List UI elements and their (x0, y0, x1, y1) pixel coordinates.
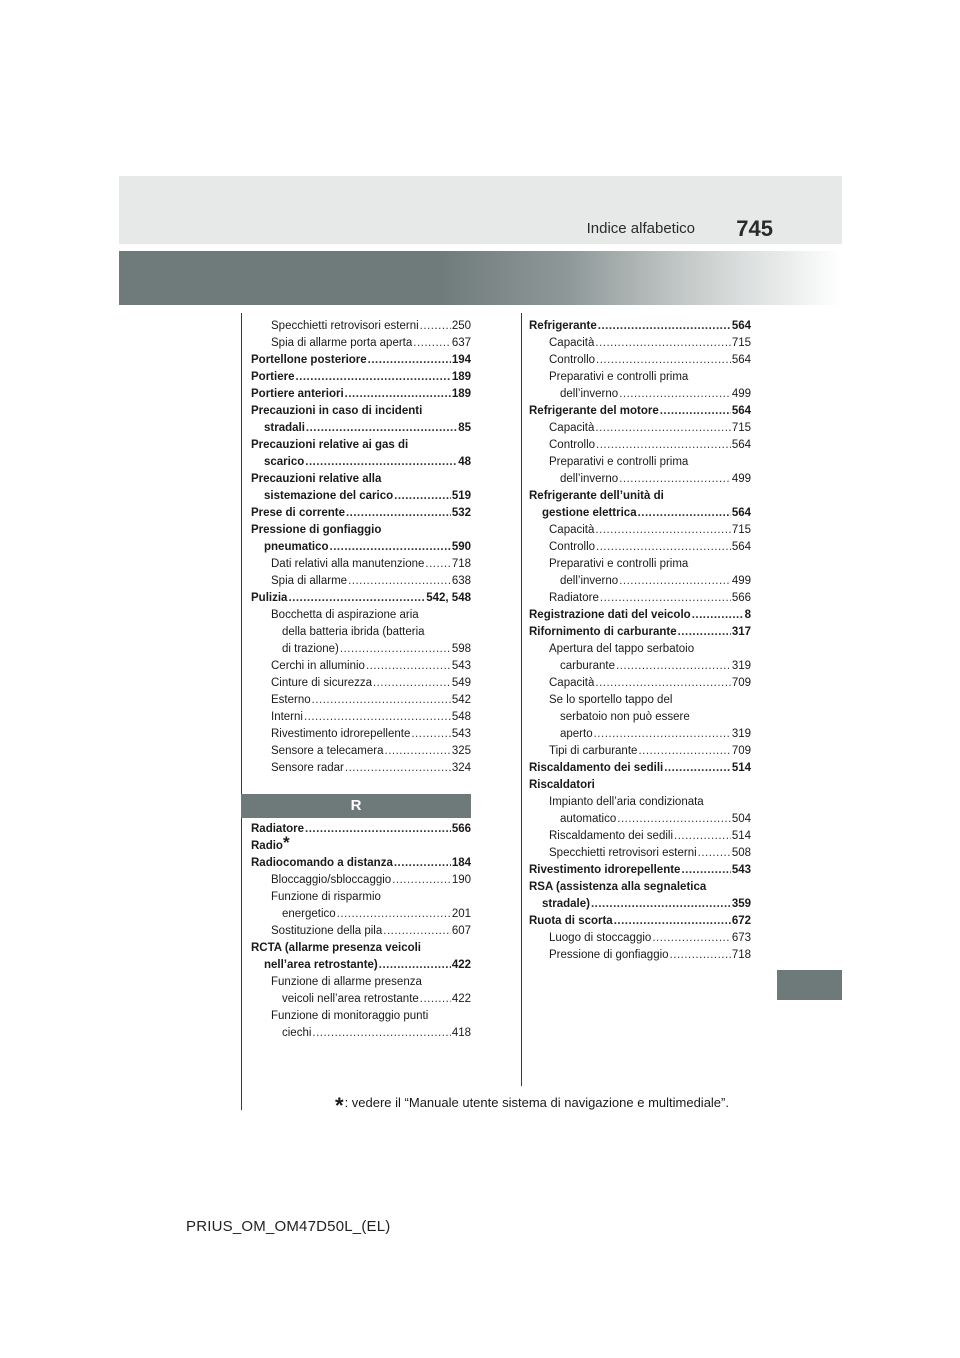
index-entry-term: Pressione di gonfiaggio (549, 949, 669, 961)
index-entry (529, 896, 751, 913)
dot-leader (598, 318, 731, 335)
index-entry-term: Refrigerante del motore (529, 405, 659, 417)
index-entry (251, 743, 471, 760)
index-entry-page: 190 (451, 874, 471, 886)
index-entry-term: Spia di allarme porta aperta (271, 337, 413, 349)
index-entry-term: serbatoio non può essere (560, 711, 690, 723)
dot-leader (595, 420, 730, 437)
dot-leader (692, 607, 744, 624)
dot-leader (312, 692, 451, 709)
index-entry (529, 777, 751, 794)
dot-leader (368, 352, 451, 369)
dot-leader (617, 811, 731, 828)
index-entry (251, 957, 471, 974)
index-entry-page: 543 (451, 728, 471, 740)
dot-leader (337, 906, 451, 923)
index-entry (251, 889, 471, 906)
index-entry (529, 641, 751, 658)
index-entry-page: 566 (451, 823, 471, 835)
index-entry-page: 418 (451, 1027, 471, 1039)
index-entry-term: Rivestimento idrorepellente (529, 864, 681, 876)
index-entry-page: 359 (731, 898, 751, 910)
index-entry-page: 194 (451, 354, 471, 366)
dot-leader (595, 522, 730, 539)
index-entry-page: 504 (731, 813, 751, 825)
index-entry (251, 760, 471, 777)
index-entry-term: Radiatore (251, 823, 305, 835)
index-entry-term: Specchietti retrovisori esterni (549, 847, 697, 859)
index-entry (529, 726, 751, 743)
index-entry-page: 715 (731, 422, 751, 434)
center-column-rule (521, 313, 522, 1086)
index-entry (529, 437, 751, 454)
dot-leader (295, 369, 450, 386)
index-entry-page: 542, 548 (426, 592, 471, 604)
dot-leader (678, 624, 731, 641)
dot-leader (594, 726, 731, 743)
dot-leader (698, 845, 731, 862)
index-entry (529, 335, 751, 352)
index-entry (251, 726, 471, 743)
section-title: Indice alfabetico (586, 220, 695, 237)
index-entry-term: Rifornimento di carburante (529, 626, 677, 638)
dot-leader (619, 386, 731, 403)
index-entry (251, 369, 471, 386)
index-entry-page: 715 (731, 524, 751, 536)
index-entry-term: sistemazione del carico (264, 490, 394, 502)
index-entry-term: aperto (560, 728, 593, 740)
index-entry-page: 508 (731, 847, 751, 859)
letter-heading-r: R (241, 794, 471, 818)
index-entry-page: 250 (451, 320, 471, 332)
footnote (335, 1087, 729, 1118)
index-entry-page: 189 (451, 371, 471, 383)
index-entry (251, 940, 471, 957)
index-entry (251, 488, 471, 505)
index-entry (251, 556, 471, 573)
index-entry-term: Pressione di gonfiaggio (251, 524, 382, 536)
index-entry-page: 319 (731, 728, 751, 740)
index-column-right (529, 318, 751, 964)
index-entry (529, 930, 751, 947)
index-entry (251, 872, 471, 889)
index-entry (529, 505, 751, 522)
index-entry-term: Riscaldatori (529, 779, 595, 791)
chapter-bar (119, 251, 842, 305)
index-entry-page: 564 (731, 541, 751, 553)
index-entry-term: RSA (assistenza alla segnaletica (529, 881, 707, 893)
index-entry-term: Refrigerante dell’unità di (529, 490, 664, 502)
dot-leader (394, 488, 451, 505)
index-entry (529, 760, 751, 777)
dot-leader (596, 352, 731, 369)
dot-leader (305, 821, 451, 838)
index-entry-page: 184 (451, 857, 471, 869)
dot-leader (420, 318, 451, 335)
index-entry (251, 658, 471, 675)
index-entry-term: dell’inverno (560, 473, 619, 485)
index-entry (529, 794, 751, 811)
dot-leader (420, 991, 451, 1008)
index-entry-page: 672 (731, 915, 751, 927)
index-entry-term: Cerchi in alluminio (271, 660, 365, 672)
index-entry (529, 692, 751, 709)
index-entry-term: Apertura del tappo serbatoio (549, 643, 695, 655)
index-entry-page: 564 (731, 439, 751, 451)
index-entry-term: pneumatico (264, 541, 329, 553)
index-entry-page: 564 (731, 405, 751, 417)
index-entry (529, 658, 751, 675)
index-column-left-r (251, 821, 471, 1042)
index-entry-page: 317 (731, 626, 751, 638)
dot-leader (385, 743, 451, 760)
index-entry (251, 991, 471, 1008)
index-entry-term: Preparativi e controlli prima (549, 558, 689, 570)
index-entry-page: 422 (451, 959, 471, 971)
index-entry-page: 598 (451, 643, 471, 655)
index-entry-page: 542 (451, 694, 471, 706)
chapter-tab (777, 970, 842, 1000)
index-entry (529, 845, 751, 862)
index-entry-term: Portellone posteriore (251, 354, 367, 366)
dot-leader (425, 556, 450, 573)
dot-leader (674, 828, 731, 845)
index-entry (529, 862, 751, 879)
dot-leader (379, 957, 451, 974)
index-entry-page: 638 (451, 575, 471, 587)
index-entry-term: Capacità (549, 524, 595, 536)
dot-leader (596, 539, 731, 556)
index-entry (251, 471, 471, 488)
index-entry-term: Radiocomando a distanza (251, 857, 393, 869)
index-entry-term: energetico (282, 908, 336, 920)
index-entry-term: veicoli nell’area retrostante (282, 993, 419, 1005)
index-entry (251, 420, 471, 437)
index-entry-term: Sostituzione della pila (271, 925, 383, 937)
index-entry (251, 335, 471, 352)
index-entry (529, 318, 751, 335)
index-entry (529, 947, 751, 964)
dot-leader (591, 896, 731, 913)
index-entry-term: Rivestimento idrorepellente (271, 728, 411, 740)
index-entry (529, 539, 751, 556)
index-entry (251, 437, 471, 454)
index-entry (251, 590, 471, 607)
index-entry (529, 352, 751, 369)
index-entry-page: 607 (451, 925, 471, 937)
index-column-left (251, 318, 471, 777)
index-entry (251, 923, 471, 940)
index-entry (529, 879, 751, 896)
index-entry-term: nell’area retrostante) (264, 959, 378, 971)
index-entry-term: Controllo (549, 439, 596, 451)
dot-leader (600, 590, 731, 607)
dot-leader (345, 386, 451, 403)
index-entry (251, 386, 471, 403)
dot-leader (614, 913, 731, 930)
index-entry-page: 499 (731, 575, 751, 587)
index-entry-page: 319 (731, 660, 751, 672)
dot-leader (348, 573, 451, 590)
index-entry-page: 48 (458, 456, 471, 468)
dot-leader (660, 403, 731, 420)
index-entry (529, 675, 751, 692)
dot-leader (366, 658, 451, 675)
dot-leader (619, 471, 731, 488)
index-entry-term: Controllo (549, 541, 596, 553)
index-entry-page: 325 (451, 745, 471, 757)
index-entry (251, 352, 471, 369)
index-entry (251, 855, 471, 872)
index-entry-page: 514 (731, 762, 751, 774)
index-entry (529, 454, 751, 471)
index-entry-term: Interni (271, 711, 303, 723)
index-entry-page: 499 (731, 473, 751, 485)
index-entry-page: 201 (451, 908, 471, 920)
index-entry (529, 420, 751, 437)
index-entry-term: Capacità (549, 677, 595, 689)
index-entry-term: Precauzioni relative alla (251, 473, 382, 485)
dot-leader (340, 641, 451, 658)
index-entry (529, 913, 751, 930)
dot-leader (595, 675, 730, 692)
index-entry-term: stradali (264, 422, 305, 434)
footnote-text: : vedere il “Manuale utente sistema di navigazione e multimediale”. (344, 1095, 729, 1110)
dot-leader (305, 454, 457, 471)
index-entry-term: Controllo (549, 354, 596, 366)
index-entry-page: 422 (451, 993, 471, 1005)
index-entry-page: 709 (731, 745, 751, 757)
index-entry-page: 499 (731, 388, 751, 400)
index-entry (251, 403, 471, 420)
index-entry (529, 403, 751, 420)
index-entry-term: Radio (251, 840, 283, 852)
dot-leader (596, 437, 731, 454)
index-entry-term: Bloccaggio/sbloccaggio (271, 874, 392, 886)
index-entry-page: 543 (451, 660, 471, 672)
index-entry-term: Riscaldamento dei sedili (529, 762, 664, 774)
index-entry-term: scarico (264, 456, 305, 468)
index-entry-term: Ruota di scorta (529, 915, 613, 927)
index-entry-term: RCTA (allarme presenza veicoli (251, 942, 422, 954)
index-entry (251, 318, 471, 335)
index-entry (529, 828, 751, 845)
index-entry-term: Sensore radar (271, 762, 344, 774)
index-entry (251, 1025, 471, 1042)
dot-leader (652, 930, 731, 947)
index-entry (529, 488, 751, 505)
index-entry (251, 607, 471, 624)
index-entry (251, 974, 471, 991)
index-entry-page: 709 (731, 677, 751, 689)
index-entry (251, 1008, 471, 1025)
index-entry-term: Impianto dell’aria condizionata (549, 796, 704, 808)
index-entry-term: Riscaldamento dei sedili (549, 830, 674, 842)
index-entry-term: Specchietti retrovisori esterni (271, 320, 419, 332)
index-entry-page: 564 (731, 320, 751, 332)
index-entry (529, 369, 751, 386)
index-entry-page: 8 (744, 609, 751, 621)
index-entry (251, 641, 471, 658)
dot-leader (638, 743, 730, 760)
page-number: 745 (736, 216, 773, 241)
dot-leader (346, 505, 451, 522)
dot-leader (616, 658, 731, 675)
index-entry-term: Funzione di monitoraggio punti (271, 1010, 429, 1022)
dot-leader (345, 760, 451, 777)
dot-leader (394, 855, 451, 872)
dot-leader (306, 420, 457, 437)
index-entry-term: Cinture di sicurezza (271, 677, 372, 689)
index-entry-term: Refrigerante (529, 320, 597, 332)
index-entry (251, 454, 471, 471)
dot-leader (638, 505, 731, 522)
index-entry-page: 718 (451, 558, 471, 570)
index-entry-term: Prese di corrente (251, 507, 345, 519)
dot-leader (413, 335, 451, 352)
dot-leader (288, 590, 425, 607)
index-entry-term: Bocchetta di aspirazione aria (271, 609, 419, 621)
index-entry-page: 564 (731, 354, 751, 366)
dot-leader (595, 335, 730, 352)
index-entry-term: Preparativi e controlli prima (549, 371, 689, 383)
index-entry (529, 624, 751, 641)
index-entry (529, 811, 751, 828)
index-entry-page: 566 (731, 592, 751, 604)
index-entry-term: Funzione di risparmio (271, 891, 381, 903)
dot-leader (330, 539, 451, 556)
dot-leader (312, 1025, 450, 1042)
index-entry-page: 532 (451, 507, 471, 519)
index-entry-term: Se lo sportello tappo del (549, 694, 673, 706)
index-entry-term: gestione elettrica (542, 507, 637, 519)
index-entry-page: 718 (731, 949, 751, 961)
index-entry-term: Sensore a telecamera (271, 745, 384, 757)
index-entry-term: Spia di allarme (271, 575, 348, 587)
dot-leader (373, 675, 451, 692)
index-entry-page: 543 (731, 864, 751, 876)
index-entry: Radio * (251, 838, 471, 855)
index-entry (529, 522, 751, 539)
index-entry-term: ciechi (282, 1027, 312, 1039)
index-entry (251, 539, 471, 556)
index-entry-term: Esterno (271, 694, 311, 706)
index-entry (251, 573, 471, 590)
index-entry-page: 85 (458, 422, 471, 434)
index-entry-term: dell’inverno (560, 575, 619, 587)
index-entry-term: carburante (560, 660, 615, 672)
index-entry (251, 675, 471, 692)
index-entry (251, 522, 471, 539)
dot-leader (619, 573, 731, 590)
left-column-rule (241, 313, 242, 1110)
dot-leader (681, 862, 730, 879)
index-entry-term: Precauzioni relative ai gas di (251, 439, 409, 451)
dot-leader (411, 726, 450, 743)
index-entry-page: 673 (731, 932, 751, 944)
index-entry (529, 573, 751, 590)
dot-leader (304, 709, 451, 726)
index-entry-page: 519 (451, 490, 471, 502)
document-code: PRIUS_OM_OM47D50L_(EL) (186, 1218, 391, 1235)
index-entry (529, 607, 751, 624)
index-entry-term: dell’inverno (560, 388, 619, 400)
header-band (119, 176, 842, 244)
dot-leader (664, 760, 731, 777)
index-entry-page: 549 (451, 677, 471, 689)
index-entry-page: 324 (451, 762, 471, 774)
index-entry-term: di trazione) (282, 643, 339, 655)
index-entry (251, 692, 471, 709)
index-entry-page: 637 (451, 337, 471, 349)
index-entry-term: Pulizia (251, 592, 288, 604)
index-entry (529, 471, 751, 488)
index-entry-term: Dati relativi alla manutenzione (271, 558, 425, 570)
index-entry-page: 514 (731, 830, 751, 842)
index-entry-term: Radiatore (549, 592, 599, 604)
index-entry-page: 590 (451, 541, 471, 553)
index-entry-term: Tipi di carburante (549, 745, 638, 757)
index-entry (251, 906, 471, 923)
index-entry-term: della batteria ibrida (batteria (282, 626, 425, 638)
footnote-star: * (335, 1093, 344, 1118)
index-entry (529, 743, 751, 760)
dot-leader (383, 923, 451, 940)
index-entry-term: Portiere (251, 371, 295, 383)
index-entry-page: 564 (731, 507, 751, 519)
index-entry-page: 189 (451, 388, 471, 400)
index-entry-term: automatico (560, 813, 617, 825)
index-entry-term: Luogo di stoccaggio (549, 932, 652, 944)
index-entry (529, 590, 751, 607)
index-entry (251, 709, 471, 726)
index-entry (251, 505, 471, 522)
index-entry (529, 386, 751, 403)
index-entry (529, 709, 751, 726)
index-entry-page: 715 (731, 337, 751, 349)
index-entry (529, 556, 751, 573)
index-entry (251, 624, 471, 641)
index-entry-term: Registrazione dati del veicolo (529, 609, 691, 621)
index-entry-term: stradale) (542, 898, 590, 910)
index-entry-term: Funzione di allarme presenza (271, 976, 422, 988)
index-entry-term: Portiere anteriori (251, 388, 344, 400)
dot-leader (670, 947, 731, 964)
index-entry-term: Capacità (549, 337, 595, 349)
index-entry-term: Capacità (549, 422, 595, 434)
dot-leader (392, 872, 451, 889)
index-entry-page: 548 (451, 711, 471, 723)
index-entry-term: Preparativi e controlli prima (549, 456, 689, 468)
index-entry-term: Precauzioni in caso di incidenti (251, 405, 423, 417)
